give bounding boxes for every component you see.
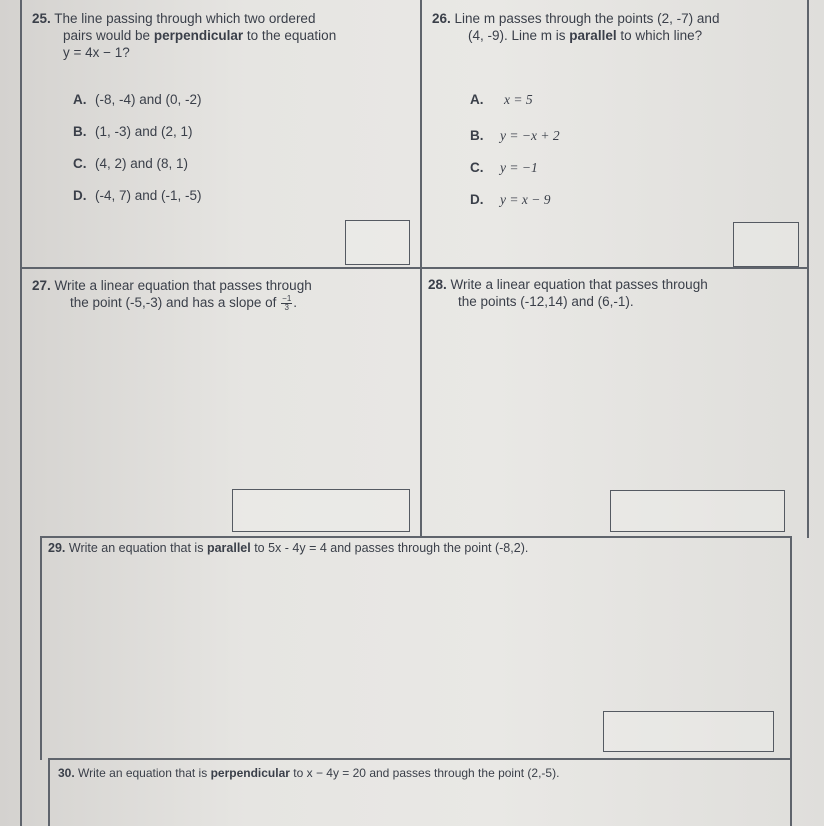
q29-left-border: [40, 536, 42, 760]
q28-answer-box[interactable]: [610, 490, 785, 532]
question-28: [428, 276, 803, 310]
question-text: pairs would be: [63, 28, 151, 43]
fraction-denominator: 3: [284, 302, 289, 312]
question-text: Write a linear equation that passes through: [54, 278, 312, 293]
row-divider-1: [20, 267, 809, 269]
center-divider: [420, 0, 422, 538]
option-text: y = −1: [500, 160, 538, 175]
keyword-parallel: parallel: [569, 28, 617, 43]
option-letter: C.: [470, 160, 484, 175]
question-text: to 5x - 4y = 4 and passes through the point (-8,2).: [254, 541, 529, 555]
option-letter: C.: [73, 156, 87, 171]
question-number: 29.: [48, 541, 66, 555]
fraction-numerator: −1: [282, 293, 292, 303]
keyword-parallel: parallel: [206, 541, 251, 555]
question-text: Line m passes through the points (2, -7) and: [454, 11, 720, 26]
keyword-perpendicular: perpendicular: [210, 766, 290, 780]
option-text: (4, 2) and (8, 1): [95, 156, 189, 171]
q25-option-b[interactable]: [73, 124, 193, 139]
question-text: to which line?: [620, 28, 703, 43]
q26-option-a[interactable]: [470, 92, 533, 108]
keyword-perpendicular: perpendicular: [153, 28, 244, 43]
option-letter: A.: [73, 92, 87, 107]
option-letter: A.: [470, 92, 484, 107]
question-number: 26.: [432, 11, 451, 26]
option-text: x = 5: [504, 92, 533, 107]
left-border: [20, 0, 22, 826]
option-letter: D.: [73, 188, 87, 203]
option-letter: B.: [73, 124, 87, 139]
question-text: Write an equation that is: [68, 541, 204, 555]
q29-answer-box[interactable]: [603, 711, 774, 752]
question-number: 27.: [32, 278, 51, 293]
option-text: y = x − 9: [500, 192, 551, 207]
question-25: [32, 10, 412, 61]
q26-option-b[interactable]: [470, 128, 560, 144]
q26-answer-box[interactable]: [733, 222, 799, 267]
question-text: Write an equation that is: [78, 766, 208, 780]
question-text: .: [293, 295, 298, 310]
option-letter: B.: [470, 128, 484, 143]
question-text: The line passing through which two ordered: [54, 11, 316, 26]
right-border-top: [807, 0, 809, 538]
option-text: (-4, 7) and (-1, -5): [95, 188, 202, 203]
question-text: the points (-12,14) and (6,-1).: [458, 294, 634, 309]
question-27: [32, 277, 417, 312]
q25-answer-box[interactable]: [345, 220, 410, 265]
question-text: the point (-5,-3) and has a slope of: [70, 295, 277, 310]
q25-option-a[interactable]: [73, 92, 202, 107]
question-number: 28.: [428, 277, 447, 292]
row-divider-2: [40, 536, 792, 538]
q26-option-c[interactable]: [470, 160, 538, 176]
option-text: y = −x + 2: [500, 128, 560, 143]
option-text: (-8, -4) and (0, -2): [95, 92, 202, 107]
option-text: (1, -3) and (2, 1): [95, 124, 193, 139]
question-30: [58, 765, 783, 782]
q26-option-d[interactable]: [470, 192, 550, 208]
question-number: 25.: [32, 11, 51, 26]
q25-option-c[interactable]: [73, 156, 188, 171]
equation: y = 4x − 1?: [63, 45, 130, 60]
row-divider-3: [48, 758, 792, 760]
question-text: (4, -9). Line m is: [468, 28, 566, 43]
question-26: [432, 10, 802, 44]
question-number: 30.: [58, 766, 75, 780]
slope-fraction: [281, 295, 292, 312]
question-text: to x − 4y = 20 and passes through the point (2,-5).: [293, 766, 560, 780]
question-text: to the equation: [246, 28, 337, 43]
q30-left-border: [48, 758, 50, 826]
question-text: Write a linear equation that passes through: [450, 277, 708, 292]
q29-right-border: [790, 536, 792, 826]
option-letter: D.: [470, 192, 484, 207]
q25-option-d[interactable]: [73, 188, 202, 203]
q27-answer-box[interactable]: [232, 489, 410, 532]
question-29: [48, 540, 778, 557]
